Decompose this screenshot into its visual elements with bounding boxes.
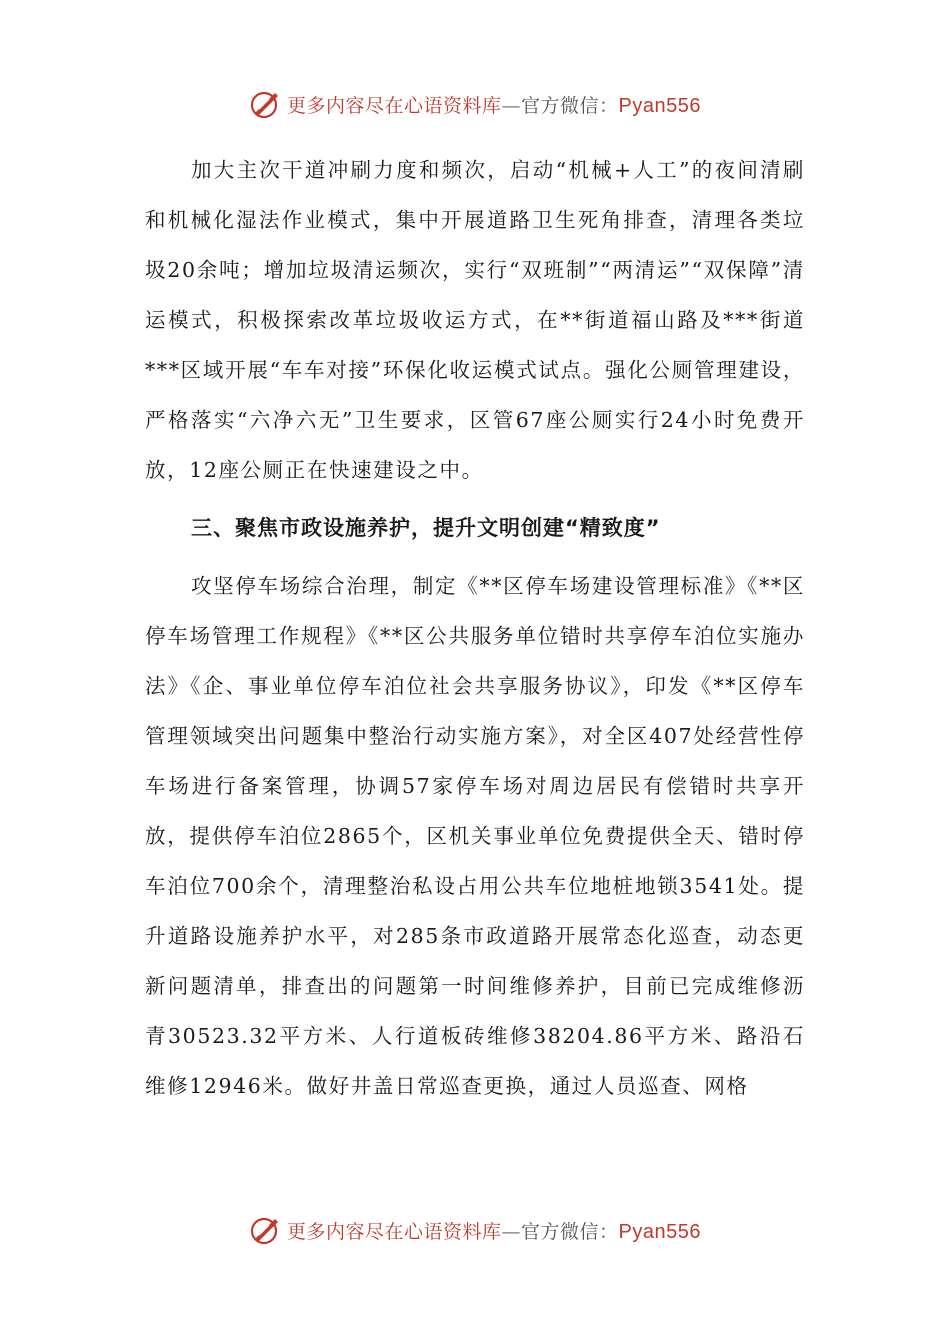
header-banner [0, 84, 950, 124]
section-heading-3: 三、聚焦市政设施养护，提升文明创建“精致度” [191, 516, 661, 540]
paragraph-sanitation: 加大主次干道冲刷力度和频次，启动“机械+人工”的夜间清刷和机械化湿法作业模式，集中开展道路卫生死角排查，清理各类垃圾20余吨；增加垃圾清运频次，实行“双班制”“两清运”“双保障”清运模式，积极探索改革垃圾收运方式，在**街道福山路及***街道***区域开展“车车对接”环保化收运模式试点。强化公厕管理建设，严格落实“六净六无”卫生要求，区管67座公厕实行24小时免费开放，12座公厕正在快速建设之中。 [145, 158, 805, 482]
quill-logo-icon [249, 1213, 283, 1247]
quill-logo-icon [249, 87, 283, 121]
footer-banner [0, 1210, 950, 1250]
banner-text: 更多内容尽在心语资料库—官方微信：Pyan556 [287, 1220, 701, 1243]
banner-text: 更多内容尽在心语资料库—官方微信：Pyan556 [287, 94, 701, 117]
paragraph-parking: 攻坚停车场综合治理，制定《**区停车场建设管理标准》《**区停车场管理工作规程》《**区公共服务单位错时共享停车泊位实施办法》《企、事业单位停车泊位社会共享服务协议》，印发《**区停车管理领域突出问题集中整治行动实施方案》，对全区407处经营性停车场进行备案管理，协调57家停车场对周边居民有偿错时共享开放，提供停车泊位2865个，区机关事业单位免费提供全天、错时停车泊位700余个，清理整治私设占用公共车位地桩地锁3541处。提升道路设施养护水平，对285条市政道路开展常态化巡查，动态更新问题清单，排查出的问题第一时间维修养护，目前已完成维修沥青30523.32平方米、人行道板砖维修38204.86平方米、路沿石维修12946米。做好井盖日常巡查更换，通过人员巡查、网格 [145, 574, 805, 1098]
document-body [145, 145, 805, 1111]
